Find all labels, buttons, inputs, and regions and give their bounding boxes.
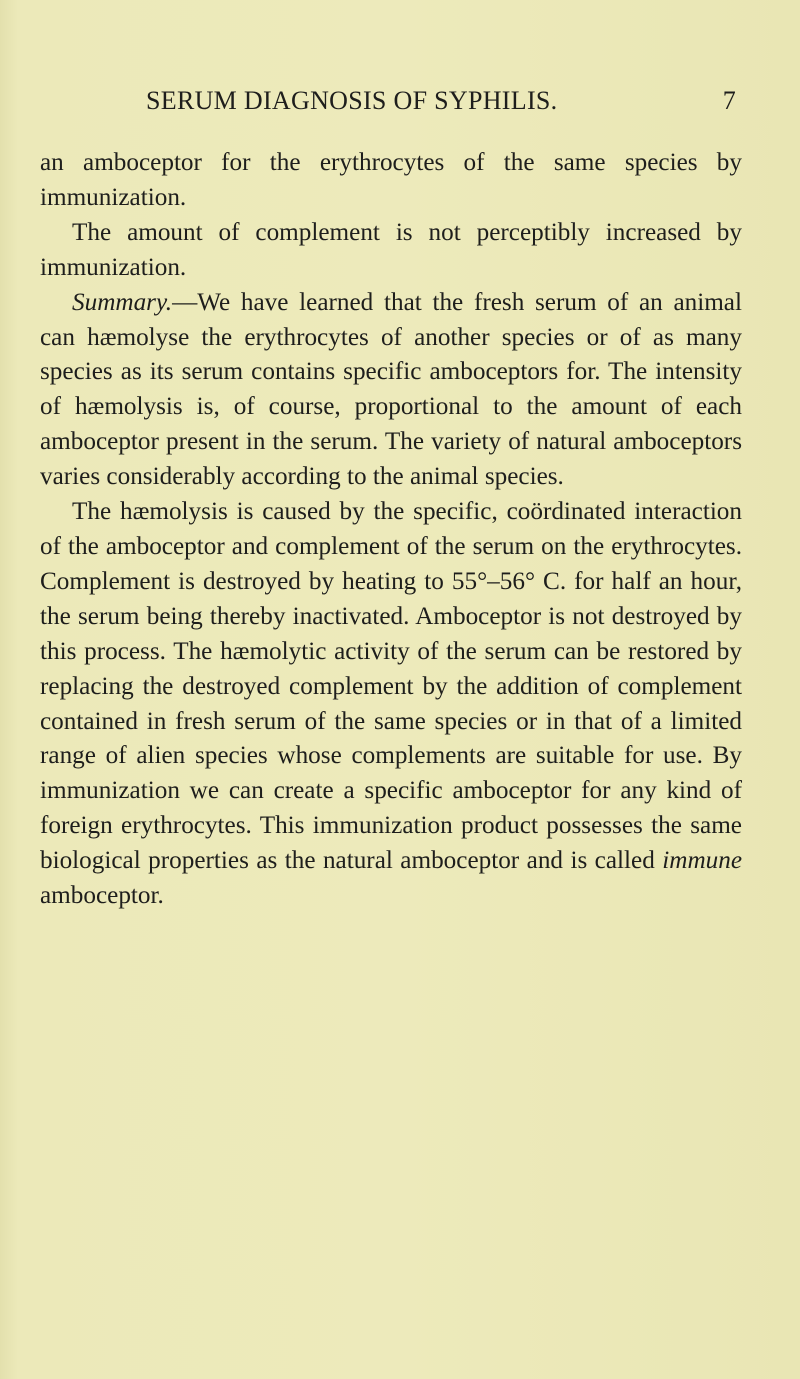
paragraph-4-text: The hæmolysis is caused by the specific, coördinated interaction of the amboceptor and complement of the serum on the erythrocytes. Complement is destroyed by heating to 55°–56° C. for half an hour, the serum being thereby inactivated. Amboceptor is not destroyed by this process. The hæmolytic activity of the serum can be restored by replacing the destroyed complement by the addition of complement contained in fresh serum of the same species or in that of a limited range of alien species whose complements are suitable for use. By immunization we can create a specific amboceptor for any kind of foreign erythrocytes. This immunization product possesses the same biological properties as the natural amboceptor and is called [40, 498, 742, 875]
paragraph-haemolysis [40, 495, 742, 914]
immune-term: immune [662, 847, 742, 875]
running-head [146, 86, 736, 122]
paragraph-summary [40, 286, 742, 495]
running-head-title: SERUM DIAGNOSIS OF SYPHILIS. [146, 86, 558, 115]
paragraph-2-text: The amount of complement is not perceptibly increased by immunization. [40, 218, 742, 281]
summary-text: —We have learned that the fresh serum of an animal can hæmolyse the erythrocytes of another species or of as many species as its serum contains specific amboceptors for. The intensity of hæmolysis is, of course, proportional to the amount of each amboceptor present in the serum. The variety of natural amboceptors varies considerably according to the animal species. [40, 288, 742, 491]
paragraph-complement [40, 216, 742, 286]
summary-lead: Summary. [72, 288, 173, 316]
paragraph-continued [40, 146, 742, 216]
paragraph-4-end: amboceptor. [40, 882, 164, 910]
page-number: 7 [722, 86, 736, 115]
paragraph-1-text: an amboceptor for the erythrocytes of the same species by immunization. [40, 149, 742, 211]
body-text [40, 146, 742, 914]
